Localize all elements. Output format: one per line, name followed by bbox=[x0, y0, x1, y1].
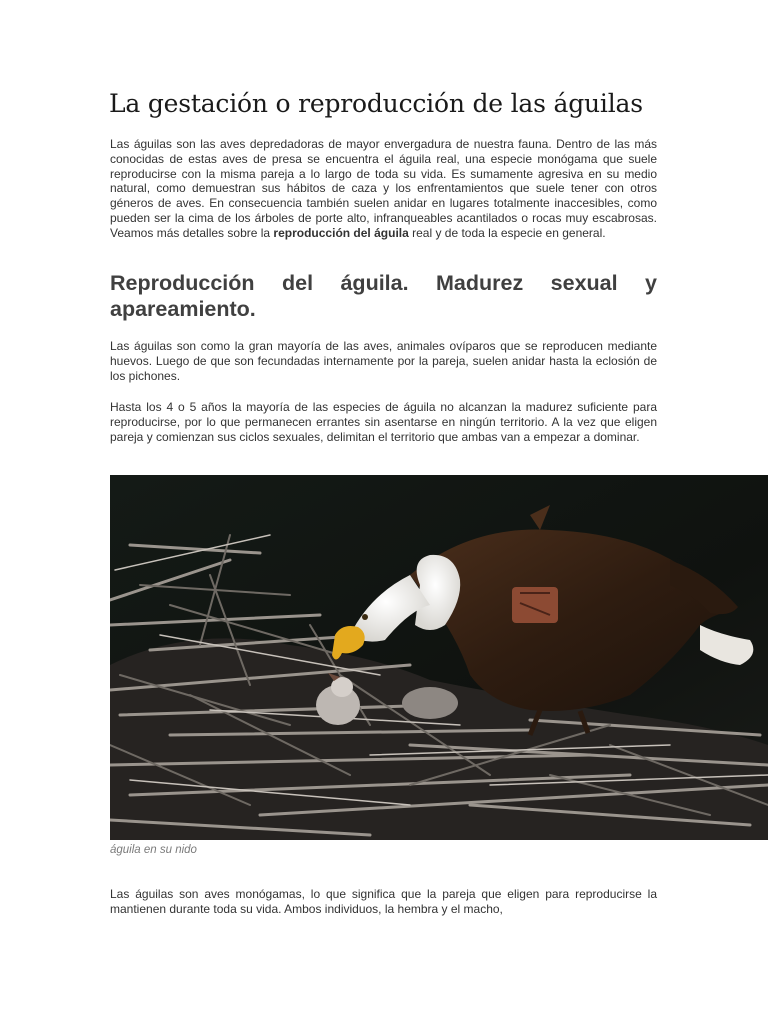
figure-caption: águila en su nido bbox=[110, 844, 197, 856]
paragraph-3: Hasta los 4 o 5 años la mayoría de las especies de águila no alcanzan la madurez suficiente para reproducirse, por lo que permanecen errantes sin asentarse en ningún territorio. A la vez que eligen pareja y comienzan sus ciclos sexuales, delimitan el territorio que ambas van a empezar a dominar. bbox=[110, 400, 657, 444]
eagle-nest-photo bbox=[110, 475, 768, 840]
article-title: La gestación o reproducción de las águilas bbox=[109, 89, 643, 118]
paragraph-2: Las águilas son como la gran mayoría de las aves, animales ovíparos que se reproducen mediante huevos. Luego de que son fecundadas internamente por la pareja, suelen anidar hasta la eclosión de los pichones. bbox=[110, 339, 657, 383]
intro-paragraph bbox=[110, 137, 657, 241]
section-heading: Reproducción del águila. Madurez sexual y apareamiento. bbox=[110, 271, 657, 321]
intro-bold-text: reproducción del águila bbox=[273, 225, 409, 240]
intro-text: Las águilas son las aves depredadoras de mayor envergadura de nuestra fauna. Dentro de las más conocidas de estas aves de presa se encuentra el águila real, una especie monógama que suele reproducirse con la misma pareja a lo largo de toda su vida. Es sumamente agresiva en su medio natural, como demuestran sus hábitos de caza y los enfrentamientos que suele tener con otros géneros de aves. En consecuencia también suelen anidar en lugares totalmente inaccesibles, como pueden ser la cima de los árboles de porte alto, infranqueables acantilados o rocas muy escabrosas. Veamos más detalles sobre la bbox=[110, 137, 657, 240]
paragraph-4: Las águilas son aves monógamas, lo que significa que la pareja que eligen para reproducirse la mantienen durante toda su vida. Ambos individuos, la hembra y el macho, bbox=[110, 887, 657, 916]
intro-text-end: real y de toda la especie en general. bbox=[408, 225, 606, 240]
